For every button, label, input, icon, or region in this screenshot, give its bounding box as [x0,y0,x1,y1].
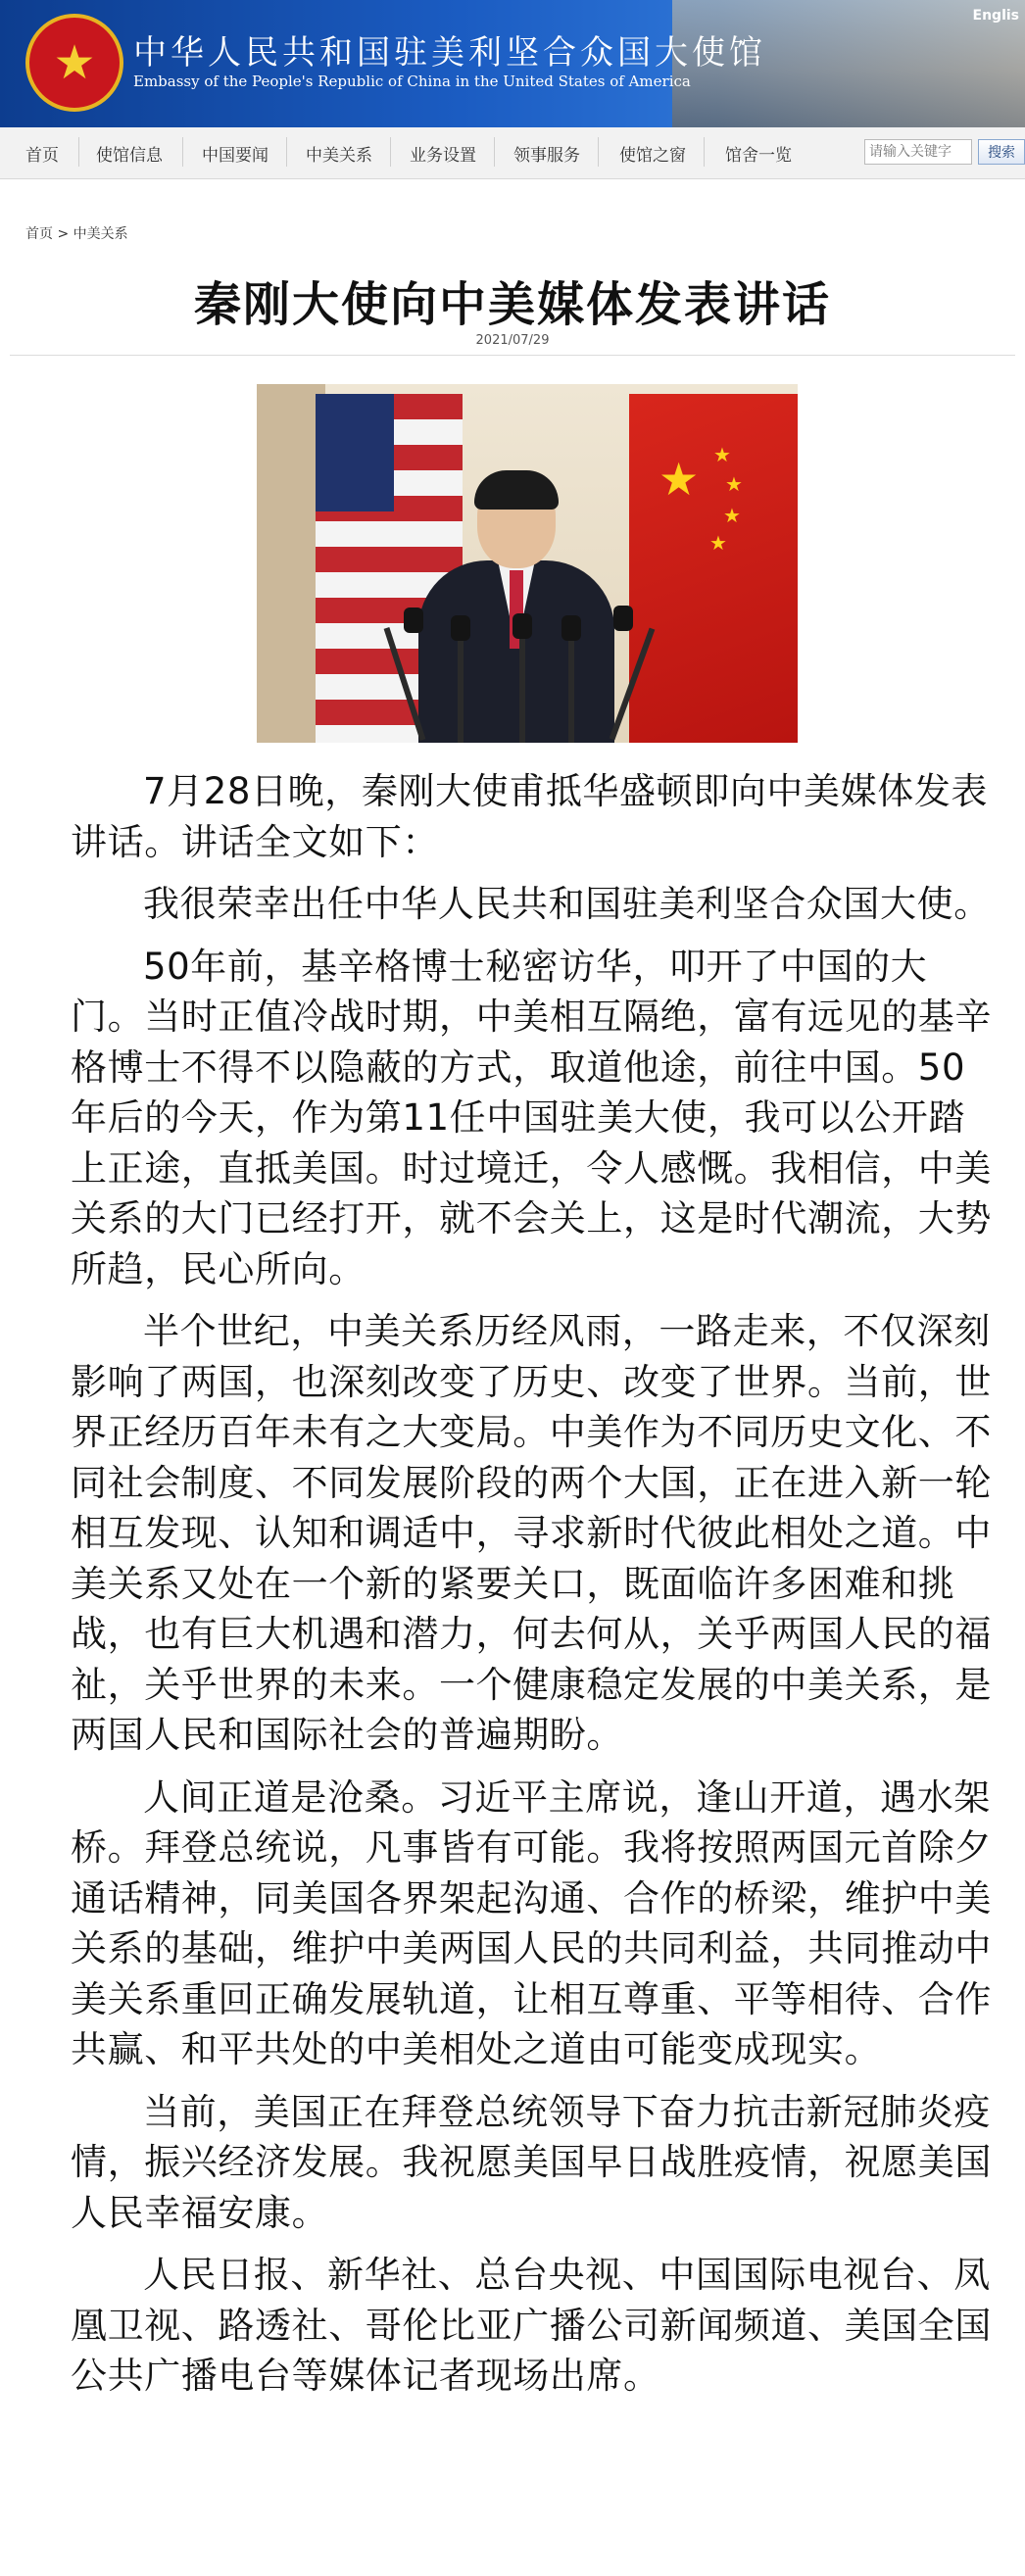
flag-star-icon: ★ [723,504,741,527]
nav-divider [182,137,183,167]
emblem-star-icon: ★ [53,35,96,90]
microphone-icon [458,629,464,743]
nav-divider [390,137,391,167]
microphone-icon [613,606,633,631]
article-paragraph: 7月28日晚，秦刚大使甫抵华盛顿即向中美媒体发表讲话。讲话全文如下： [71,770,989,863]
flag-star-icon: ★ [709,531,727,555]
china-flag-image [629,394,798,743]
nav-item-premises[interactable]: 馆舍一览 [725,146,792,166]
article-paragraph: 人间正道是沧桑。习近平主席说，逢山开道，遇水架桥。拜登总统说，凡事皆有可能。我将按照两国元首除夕通话精神，同美国各界架起沟通、合作的桥梁，维护中美关系的基础，维护中美两国人民的共同利益，共同推动中美关系重回正确发展轨道，让相互尊重、平等相待、合作共赢、和平共处的中美相处之道由可能变成现实。 [71,1775,992,2070]
article-paragraph: 50年前，基辛格博士秘密访华，叩开了中国的大门。当时正值冷战时期，中美相互隔绝，富有远见的基辛格博士不得不以隐蔽的方式，取道他途，前往中国。50年后的今天，作为第11任中国驻美大使，我可以公开踏上正途，直抵美国。时过境迁，令人感慨。我相信，中美关系的大门已经打开，就不会关上，这是时代潮流，大势所趋，民心所向。 [71,945,992,1290]
main-nav [0,127,1025,179]
nav-item-embassy-window[interactable]: 使馆之窗 [619,146,686,166]
us-flag-canton [316,394,394,511]
flag-star-icon: ★ [725,472,743,496]
national-emblem-icon[interactable] [25,14,123,112]
nav-item-embassy-info[interactable]: 使馆信息 [96,146,163,166]
english-language-link[interactable]: Englis [972,8,1019,24]
nav-item-china-us-relations[interactable]: 中美关系 [306,146,372,166]
nav-divider [494,137,495,167]
article-paragraph: 当前，美国正在拜登总统领导下奋力抗击新冠肺炎疫情，振兴经济发展。我祝愿美国早日战胜疫情，祝愿美国人民幸福安康。 [71,2090,992,2234]
article-photo [257,384,798,743]
article-paragraph: 半个世纪，中美关系历经风雨，一路走来，不仅深刻影响了两国，也深刻改变了历史、改变了世界。当前，世界正经历百年未有之大变局。中美作为不同历史文化、不同社会制度、不同发展阶段的两个大国，正在进入新一轮相互发现、认知和调适中，寻求新时代彼此相处之道。中美关系又处在一个新的紧要关口，既面临许多困难和挑战，也有巨大机遇和潜力，何去何从，关乎两国人民的福祉，关乎世界的未来。一个健康稳定发展的中美关系，是两国人民和国际社会的普遍期盼。 [71,1310,992,1756]
article-date: 2021/07/29 [475,333,550,348]
nav-divider [78,137,79,167]
microphone-icon [519,629,525,743]
search-input[interactable] [864,139,972,165]
microphone-icon [568,629,574,743]
nav-divider [286,137,287,167]
speaker-hair [474,470,559,510]
microphone-icon [451,615,470,641]
nav-item-business[interactable]: 业务设置 [410,146,476,166]
microphone-icon [404,608,423,633]
flag-star-icon: ★ [713,443,731,466]
site-header [0,0,1025,127]
nav-item-china-news[interactable]: 中国要闻 [202,146,268,166]
article-paragraph: 人民日报、新华社、总台央视、中国国际电视台、凤凰卫视、路透社、哥伦比亚广播公司新闻频道、美国全国公共广播电台等媒体记者现场出席。 [71,2254,992,2397]
article-paragraph: 我很荣幸出任中华人民共和国驻美利坚合众国大使。 [143,883,991,925]
title-divider [10,355,1015,356]
nav-item-consular[interactable]: 领事服务 [513,146,580,166]
microphone-icon [512,613,532,639]
site-title-en: Embassy of the People's Republic of China in the United States of America [133,73,691,90]
article-body [71,754,992,2402]
nav-divider [704,137,705,167]
flag-star-icon: ★ [659,453,700,506]
site-title-cn: 中华人民共和国驻美利坚合众国大使馆 [133,33,766,73]
nav-divider [598,137,599,167]
article-title: 秦刚大使向中美媒体发表讲话 [193,277,831,332]
search-button[interactable]: 搜索 [978,139,1025,165]
nav-item-home[interactable]: 首页 [25,146,59,166]
microphone-icon [561,615,581,641]
breadcrumb[interactable]: 首页 > 中美关系 [25,226,128,242]
